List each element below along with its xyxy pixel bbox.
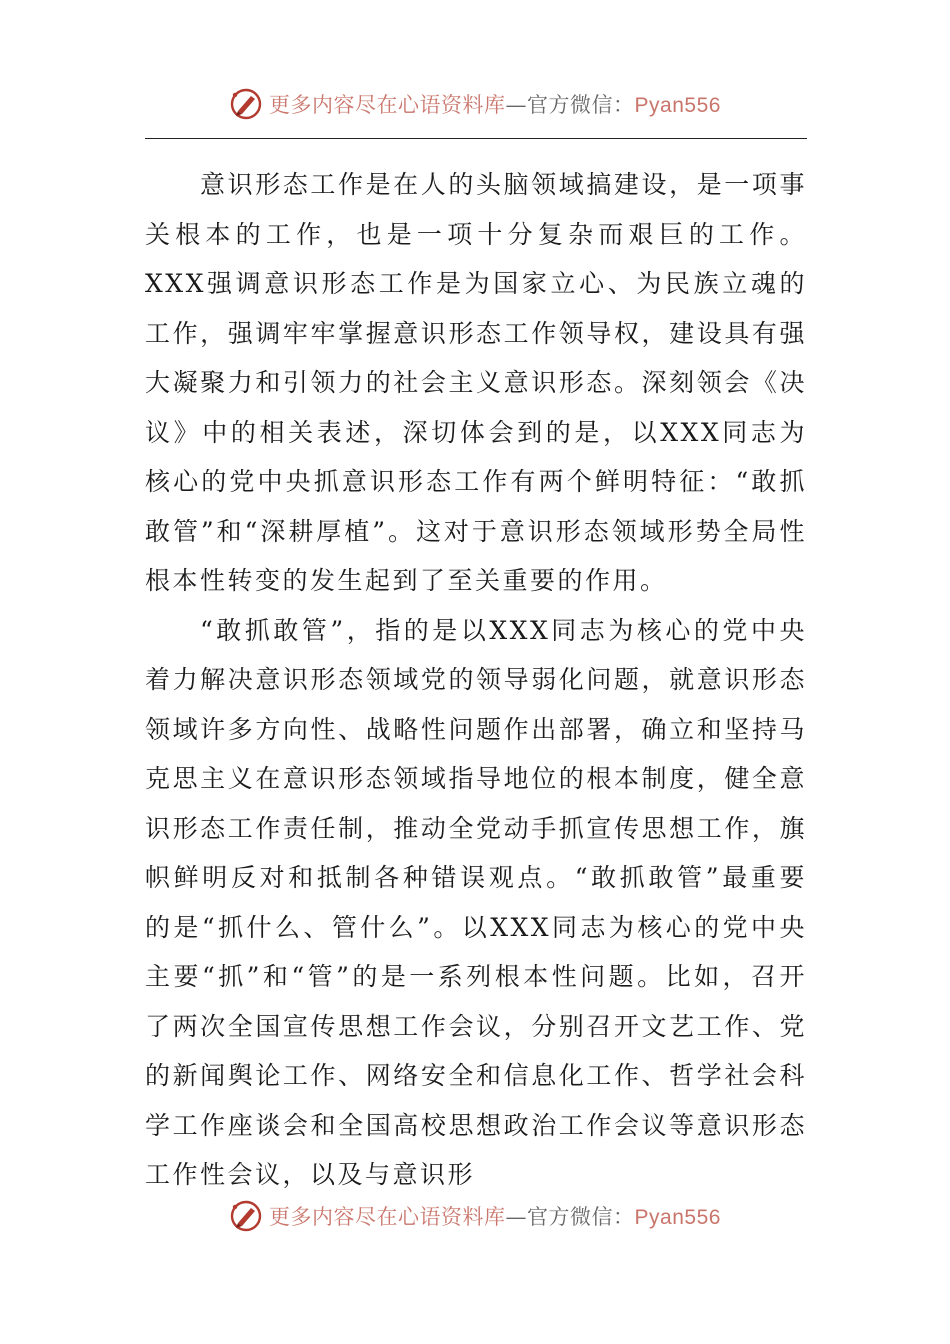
- paragraph: 意识形态工作是在人的头脑领域搞建设，是一项事关根本的工作，也是一项十分复杂而艰巨的工作。XXX强调意识形态工作是为国家立心、为民族立魂的工作，强调牢牢掌握意识形态工作领导权，建设具有强大凝聚力和引领力的社会主义意识形态。深刻领会《决议》中的相关表述，深切体会到的是，以XXX同志为核心的党中央抓意识形态工作有两个鲜明特征：“敢抓敢管”和“深耕厚植”。这对于意识形态领域形势全局性根本性转变的发生起到了至关重要的作用。: [145, 170, 807, 595]
- wechat-id: Pyan556: [634, 1206, 721, 1229]
- pen-in-circle-logo: [229, 87, 263, 121]
- wechat-id: Pyan556: [634, 94, 721, 117]
- brand-name: 更多内容尽在心语资料库: [269, 93, 506, 117]
- brand-name: 更多内容尽在心语资料库: [269, 1205, 506, 1229]
- paragraph: “敢抓敢管”，指的是以XXX同志为核心的党中央着力解决意识形态领域党的领导弱化问题，就意识形态领域许多方向性、战略性问题作出部署，确立和坚持马克思主义在意识形态领域指导地位的根本制度，健全意识形态工作责任制，推动全党动手抓宣传思想工作，旗帜鲜明反对和抵制各种错误观点。“敢抓敢管”最重要的是“抓什么、管什么”。以XXX同志为核心的党中央主要“抓”和“管”的是一系列根本性问题。比如，召开了两次全国宣传思想工作会议，分别召开文艺工作、党的新闻舆论工作、网络安全和信息化工作、哲学社会科学工作座谈会和全国高校思想政治工作会议等意识形态工作性会议，以及与意识形: [145, 615, 807, 1189]
- official-wechat-label: —官方微信：: [505, 93, 635, 117]
- footer-banner: [0, 1196, 950, 1236]
- header-divider: [145, 138, 807, 139]
- banner-text: [269, 1201, 721, 1231]
- header-banner: [0, 84, 950, 124]
- document-body: [145, 160, 807, 1200]
- official-wechat-label: —官方微信：: [505, 1205, 635, 1229]
- pen-in-circle-logo: [229, 1199, 263, 1233]
- banner-text: [269, 89, 721, 119]
